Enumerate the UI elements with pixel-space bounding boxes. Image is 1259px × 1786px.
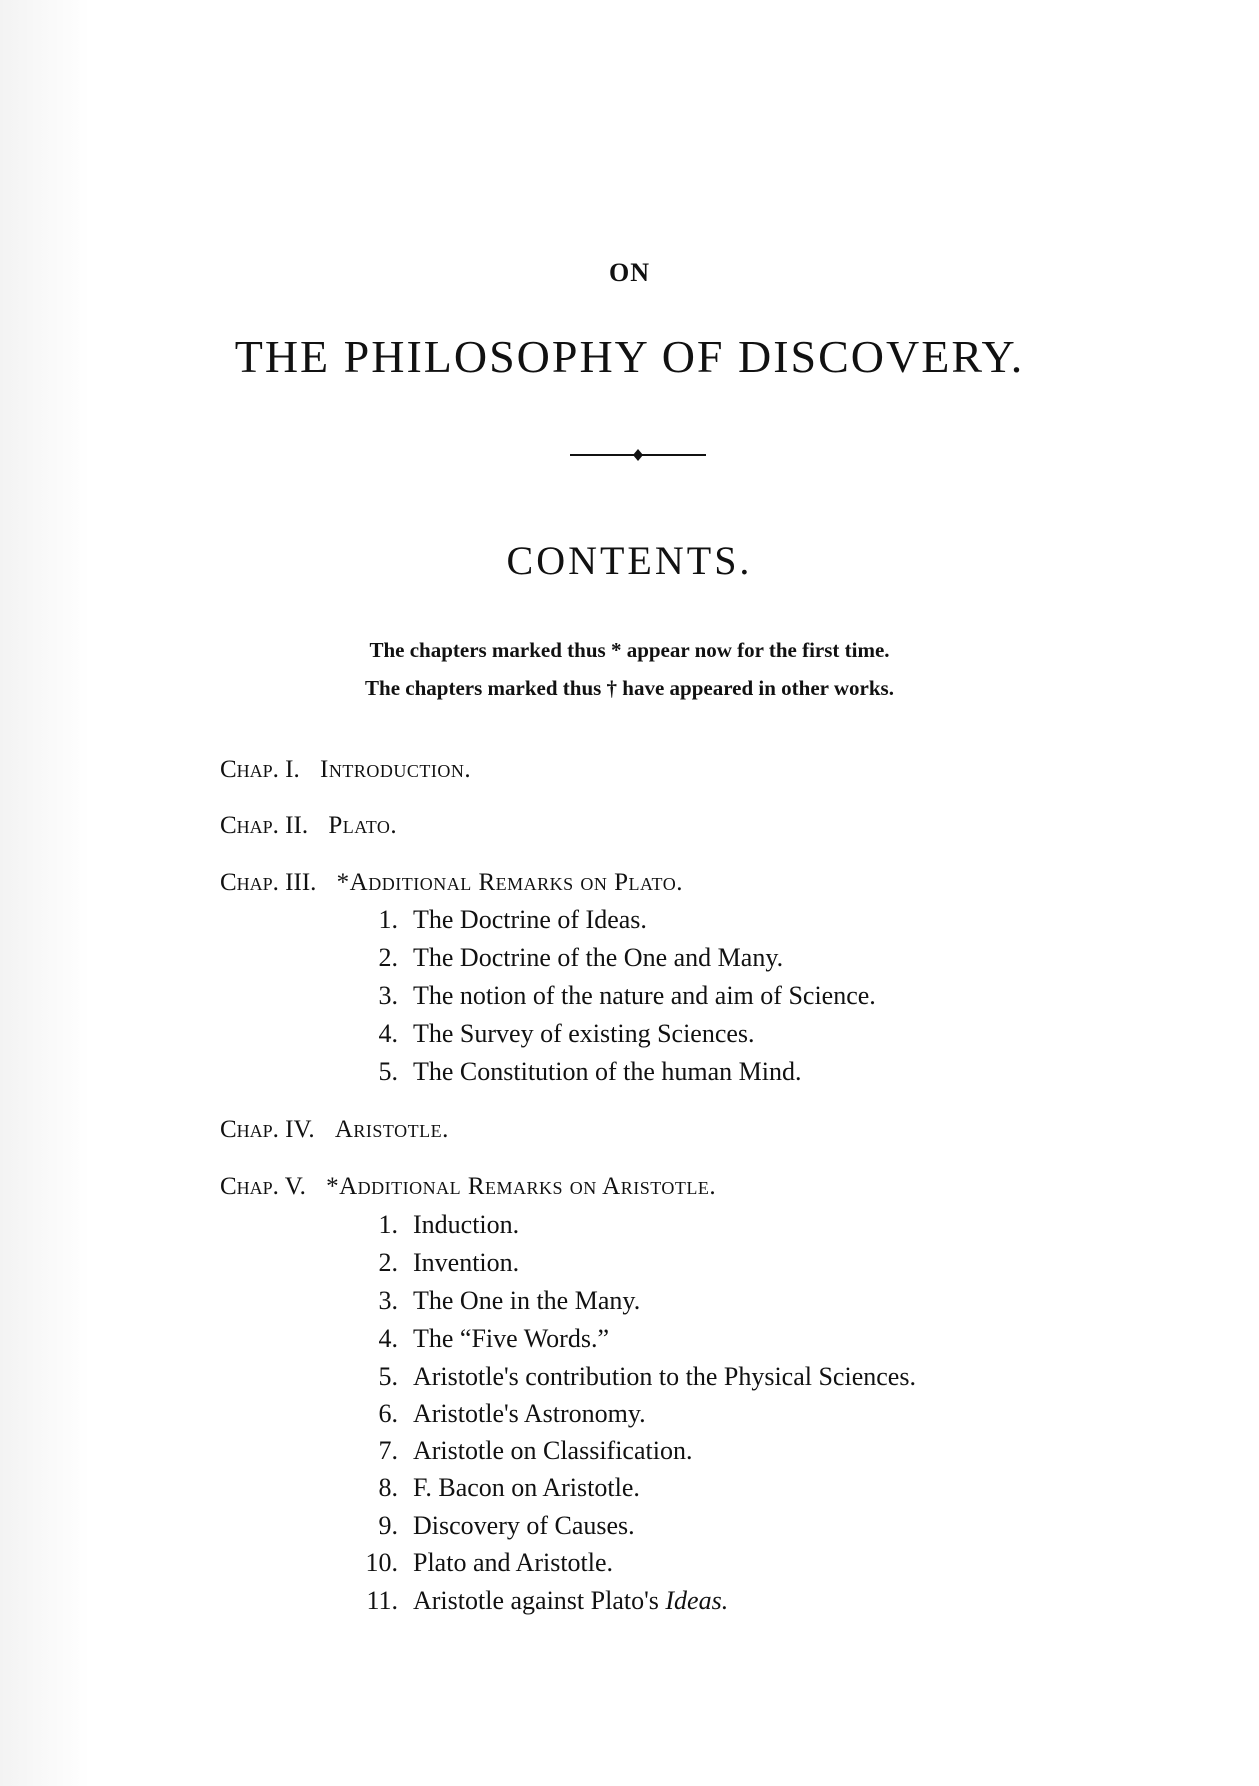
- chapter-2: [220, 812, 397, 840]
- item-text-italic: Ideas.: [665, 1586, 729, 1615]
- chapter-number: Chap. IV.: [220, 1116, 315, 1143]
- item-number: 3.: [378, 1286, 398, 1315]
- item-number: 5.: [378, 1057, 398, 1086]
- chapter-1: [220, 756, 471, 784]
- item-text: The notion of the nature and aim of Science.: [413, 981, 876, 1010]
- item-number: 4.: [378, 1019, 398, 1048]
- item-text: The One in the Many.: [413, 1286, 641, 1315]
- item-number: 7.: [378, 1436, 398, 1465]
- item-number: 5.: [378, 1362, 398, 1391]
- note-first-time: The chapters marked thus * appear now for the first time.: [369, 638, 890, 662]
- item-number: 6.: [378, 1399, 398, 1428]
- item-text: Aristotle on Classification.: [413, 1436, 693, 1465]
- item-text: The “Five Words.”: [413, 1324, 609, 1353]
- item-text: The Survey of existing Sciences.: [413, 1019, 755, 1048]
- header-on: ON: [609, 258, 650, 287]
- chapter-number: Chap. II.: [220, 812, 309, 839]
- note-other-works: The chapters marked thus † have appeared in other works.: [365, 676, 894, 700]
- chapter-number: Chap. III.: [220, 869, 317, 896]
- item-number: 2.: [378, 1248, 398, 1277]
- chapter-number: Chap. I.: [220, 756, 300, 783]
- chapter-title: *Additional Remarks on Aristotle.: [326, 1173, 717, 1200]
- item-text-plain: Aristotle against Plato's: [413, 1586, 666, 1615]
- chapter-5: [220, 1173, 716, 1201]
- item-number: 4.: [378, 1324, 398, 1353]
- item-text: Invention.: [413, 1248, 520, 1277]
- item-number: 8.: [378, 1473, 398, 1502]
- item-number: 11.: [366, 1586, 398, 1615]
- item-number: 1.: [378, 905, 398, 934]
- item-text: F. Bacon on Aristotle.: [413, 1473, 640, 1502]
- item-text: Aristotle's contribution to the Physical Sciences.: [413, 1362, 916, 1391]
- item-number: 1.: [378, 1210, 398, 1239]
- item-number: 10.: [365, 1548, 398, 1577]
- item-text: The Doctrine of the One and Many.: [413, 943, 784, 972]
- page-title: THE PHILOSOPHY OF DISCOVERY.: [234, 331, 1025, 382]
- chapter-title: Introduction.: [320, 756, 472, 783]
- item-text: Discovery of Causes.: [413, 1511, 635, 1540]
- item-number: 3.: [378, 981, 398, 1010]
- item-number: 2.: [378, 943, 398, 972]
- chapter-title: Aristotle.: [334, 1116, 449, 1143]
- chapter-number: Chap. V.: [220, 1173, 306, 1200]
- item-text: Aristotle's Astronomy.: [413, 1399, 646, 1428]
- divider-ornament-icon: [570, 447, 706, 463]
- chapter-4: [220, 1116, 449, 1144]
- item-text: [413, 1586, 728, 1616]
- item-text: The Doctrine of Ideas.: [413, 905, 647, 934]
- item-text: Induction.: [413, 1210, 520, 1239]
- chapter-title: Plato.: [328, 812, 398, 839]
- contents-heading: CONTENTS.: [506, 538, 753, 583]
- chapter-3: [220, 869, 683, 897]
- item-text: Plato and Aristotle.: [413, 1548, 614, 1577]
- item-text: The Constitution of the human Mind.: [413, 1057, 802, 1086]
- item-number: 9.: [378, 1511, 398, 1540]
- chapter-title: *Additional Remarks on Plato.: [336, 869, 683, 896]
